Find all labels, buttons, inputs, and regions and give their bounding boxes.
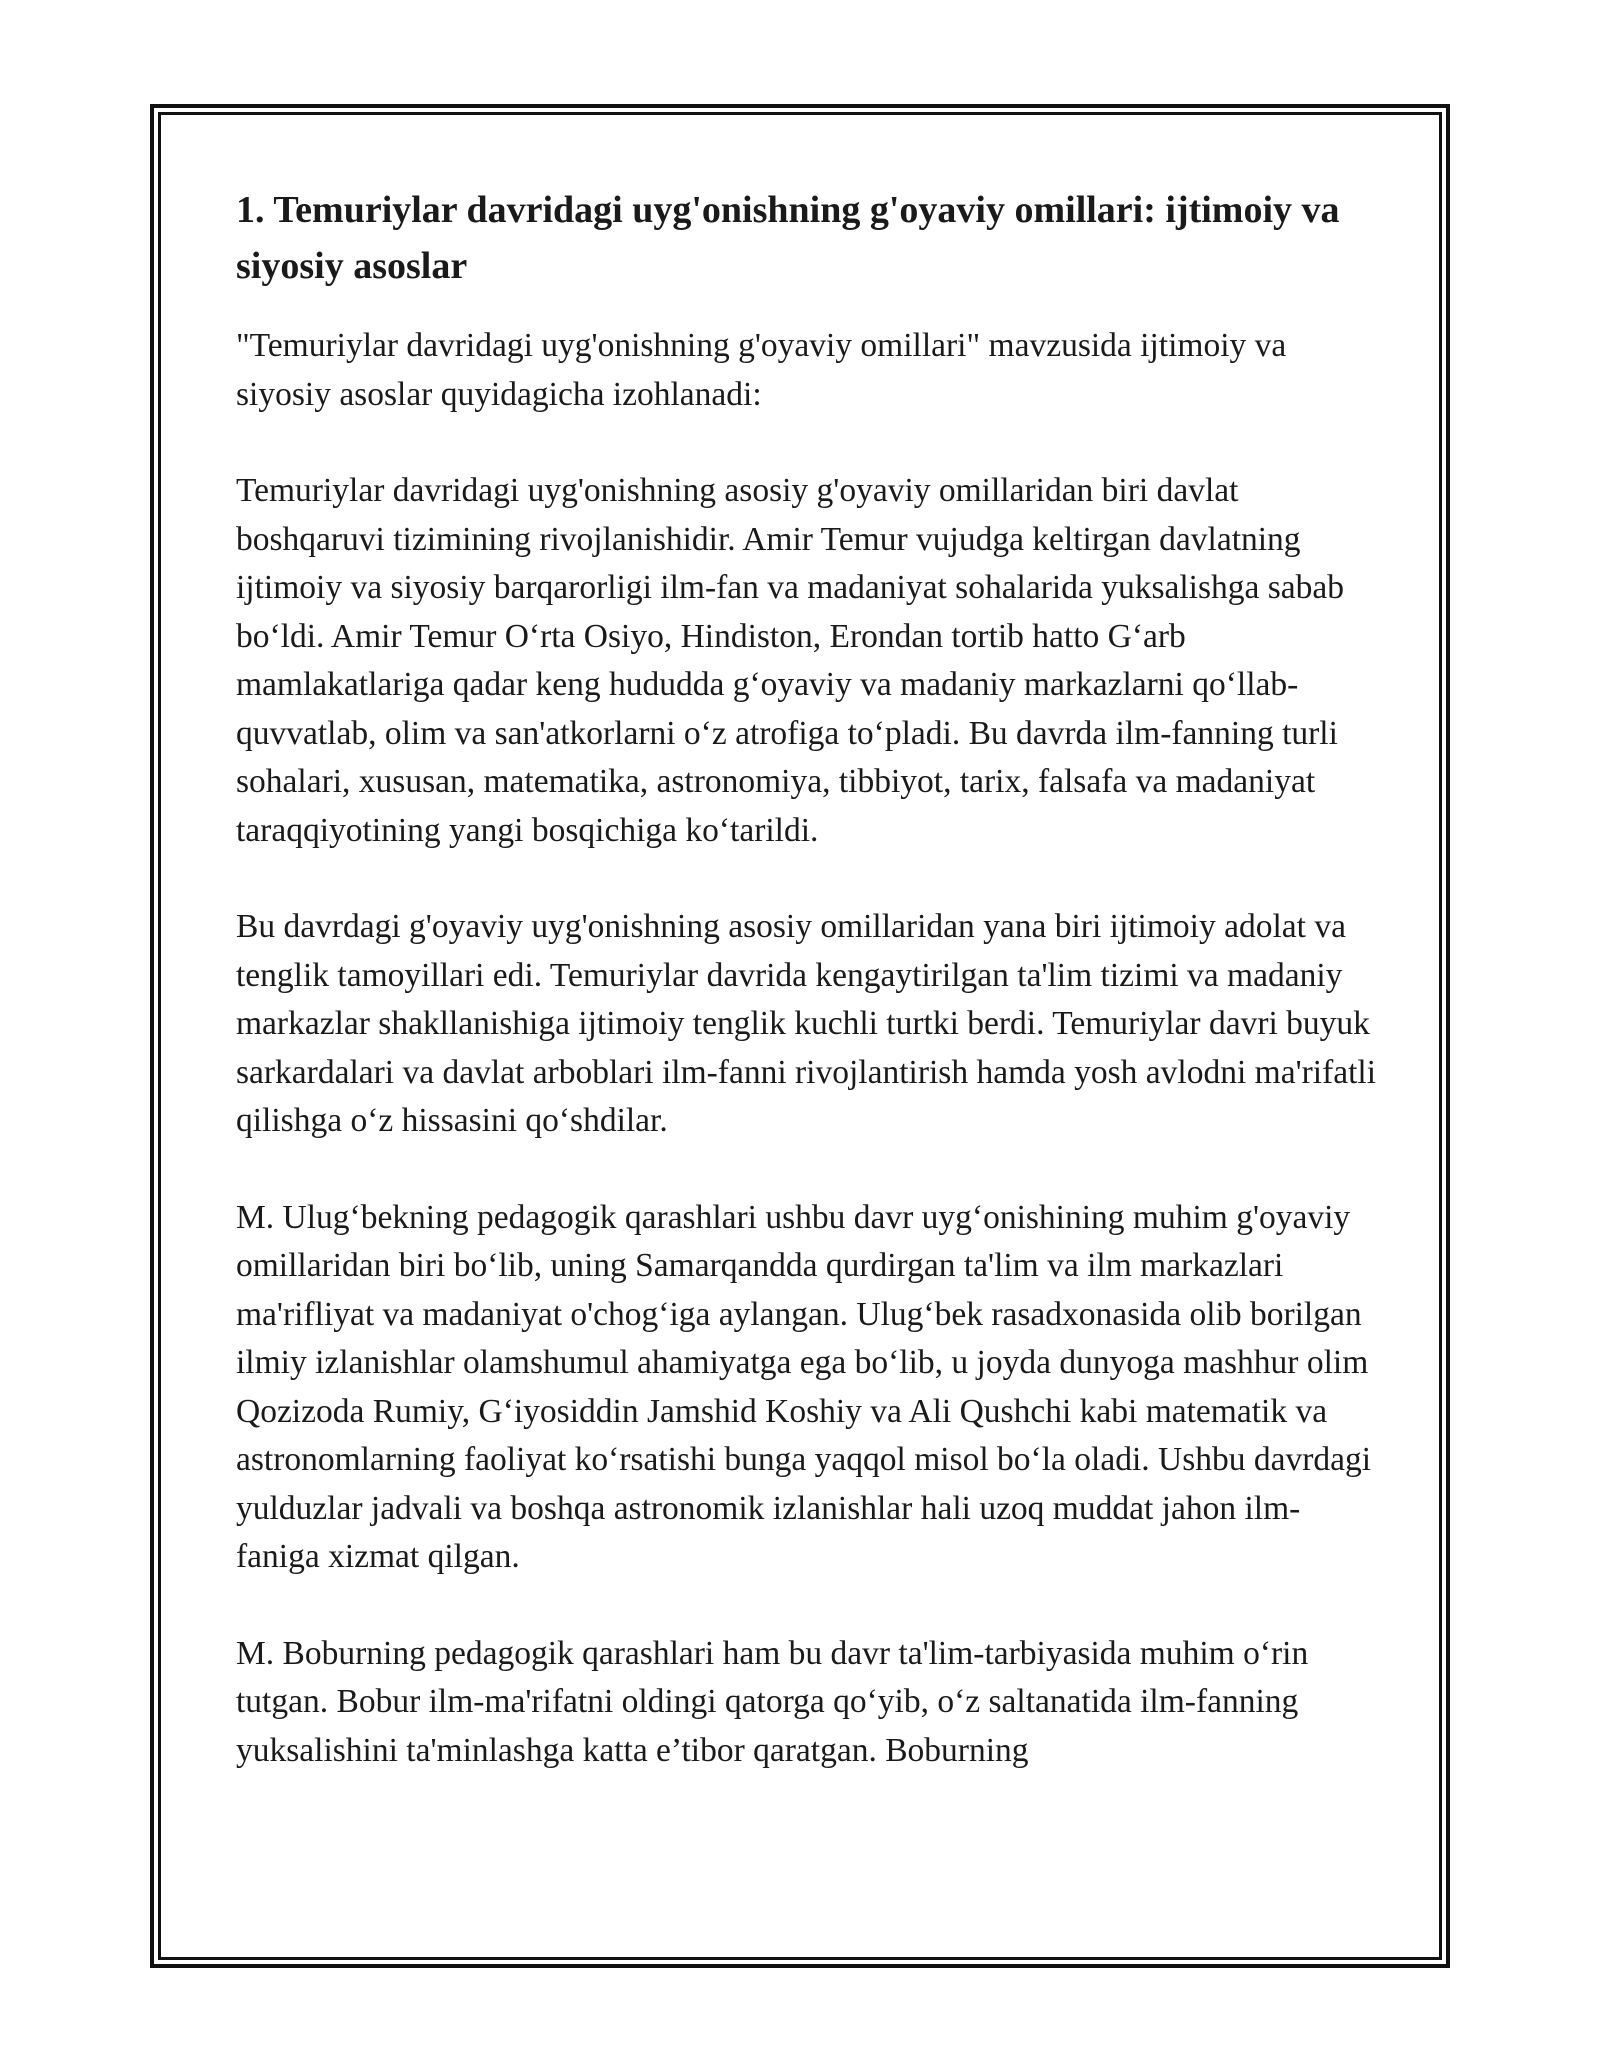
paragraph-state-governance: Temuriylar davridagi uyg'onishning asosiy g'oyaviy omillaridan biri davlat boshqaruvi tizimining rivojlanishidir. Amir Temur vujudga keltirgan davlatning ijtimoiy va siyosiy barqarorligi ilm-fan va madaniyat sohalarida yuksalishga sabab bo‘ldi. Amir Temur O‘rta Osiyo, Hindiston, Erondan tortib hatto G‘arb mamlakatlariga qadar keng hududda g‘oyaviy va madaniy markazlarni qo‘llab-quvvatlab, olim va san'atkorlarni o‘z atrofiga to‘pladi. Bu davrda ilm-fanning turli sohalari, xususan, matematika, astronomiya, tibbiyot, tarix, falsafa va madaniyat taraqqiyotining yangi bosqichiga ko‘tarildi. [236, 472, 1345, 849]
paragraph-bobur: M. Boburning pedagogik qarashlari ham bu davr ta'lim-tarbiyasida muhim o‘rin tutgan. Bobur ilm-ma'rifatni oldingi qatorga qo‘yib, o‘z saltanatida ilm-fanning yuksalishini ta'minlashga katta e’tibor qaratgan. Boburning [236, 1634, 1309, 1769]
section-heading: 1. Temuriylar davridagi uyg'onishning g'oyaviy omillari: ijtimoiy va siyosiy asoslar [236, 189, 1340, 287]
document-body [236, 182, 1376, 1775]
paragraph-intro: "Temuriylar davridagi uyg'onishning g'oyaviy omillari" mavzusida ijtimoiy va siyosiy asoslar quyidagicha izohlanadi: [236, 327, 1287, 413]
paragraph-social-justice: Bu davrdagi g'oyaviy uyg'onishning asosiy omillaridan yana biri ijtimoiy adolat va tenglik tamoyillari edi. Temuriylar davrida kengaytirilgan ta'lim tizimi va madaniy markazlar shakllanishiga ijtimoiy tenglik kuchli turtki berdi. Temuriylar davri buyuk sarkardalari va davlat arboblari ilm-fanni rivojlantirish hamda yosh avlodni ma'rifatli qilishga o‘z hissasini qo‘shdilar. [236, 908, 1377, 1139]
paragraph-ulugbek: M. Ulug‘bekning pedagogik qarashlari ushbu davr uyg‘onishining muhim g'oyaviy omillaridan biri bo‘lib, uning Samarqandda qurdirgan ta'lim va ilm markazlari ma'rifliyat va madaniyat o'chog‘iga aylangan. Ulug‘bek rasadxonasida olib borilgan ilmiy izlanishlar olamshumul ahamiyatga ega bo‘lib, u joyda dunyoga mashhur olim Qozizoda Rumiy, G‘iyosiddin Jamshid Koshiy va Ali Qushchi kabi matematik va astronomlarning faoliyat ko‘rsatishi bunga yaqqol misol bo‘la oladi. Ushbu davrdagi yulduzlar jadvali va boshqa astronomik izlanishlar hali uzoq muddat jahon ilm-faniga xizmat qilgan. [236, 1198, 1372, 1575]
